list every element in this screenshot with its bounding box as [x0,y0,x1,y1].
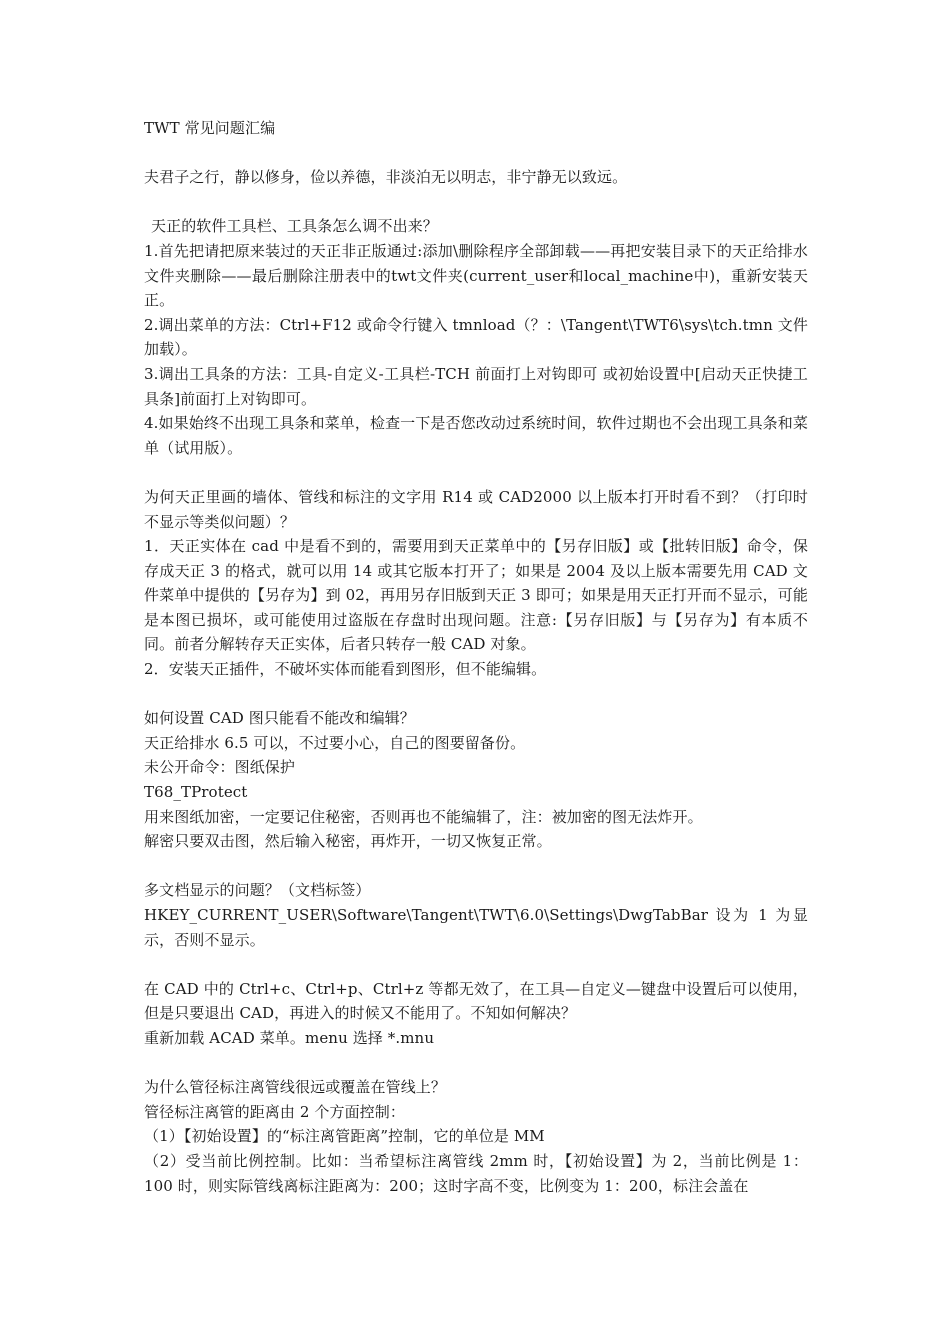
faq-section [144,214,808,460]
spacer [144,190,808,215]
faq-section [144,977,808,1051]
spacer [144,854,808,879]
faq-answer-item: 2.调出菜单的方法：Ctrl+F12 或命令行键入 tmnload（？：\Tangent\TWT6\sys\tch.tmn 文件加载）。 [144,315,808,359]
faq-answer-item: 3.调出工具条的方法：工具-自定义-工具栏-TCH 前面打上对钩即可 或初始设置中[启动天正快捷工具条]前面打上对钩即可。 [144,364,808,408]
faq-answer-item: （2）受当前比例控制。比如：当希望标注离管线 2mm 时，【初始设置】为 2，当前比例是 1：100 时，则实际管线离标注距离为：200；这时字高不变，比例变为 1：200，标注会盖在 [144,1151,808,1195]
faq-answer-item: 1．天正实体在 cad 中是看不到的，需要用到天正菜单中的【另存旧版】或【批转旧版】命令，保存成天正 3 的格式，就可以用 14 或其它版本打开了；如果是 2004 及以上版本需要先用 CAD 文件菜单中提供的【另存为】到 02，再用另存旧版到天正 3 即可；如果是用天正打开而不显示，可能是本图已损坏，或可能使用过盗版在存盘时出现问题。注意:【另存旧版】与【另存为】有本质不同。前者分解转存天正实体，后者只转存一般 CAD 对象。 [144,537,808,654]
spacer [144,460,808,485]
faq-answer-item: 1.首先把请把原来装过的天正非正版通过:添加\删除程序全部卸载——再把安装目录下的天正给排水文件夹删除——最后删除注册表中的twt文件夹(current_user和local_machine中)，重新安装天正。 [144,241,808,310]
registry-path: HKEY_CURRENT_USER\Software\Tangent\TWT\6.0\Settings\DwgTabBar 设为 1 为显示，否则不显示。 [144,906,808,949]
faq-answer-item: 重新加载 ACAD 菜单。menu 选择 *.mnu [144,1028,435,1047]
document-page [144,116,808,1198]
faq-question: 多文档显示的问题？（文档标签） [144,881,371,900]
spacer [144,1051,808,1076]
faq-section [144,485,808,682]
faq-answer-item: （1）【初始设置】的“标注离管距离”控制，它的单位是 MM [144,1127,545,1146]
faq-question: 为何天正里画的墙体、管线和标注的文字用 R14 或 CAD2000 以上版本打开时看不到？（打印时不显示等类似问题）？ [144,487,808,531]
document-title: TWT 常见问题汇编 [144,119,276,137]
faq-question: 如何设置 CAD 图只能看不能改和编辑？ [144,709,415,728]
faq-answer-item: 管径标注离管的距离由 2 个方面控制： [144,1102,405,1121]
faq-answer-item: 天正给排水 6.5 可以，不过要小心，自己的图要留备份。 [144,733,526,752]
spacer [144,141,808,166]
faq-question: 为什么管径标注离管线很远或覆盖在管线上？ [144,1078,447,1097]
spacer [144,682,808,707]
command-name: T68_TProtect [144,783,248,802]
motto: 夫君子之行，静以修身，俭以养德，非淡泊无以明志，非宁静无以致远。 [144,168,628,187]
faq-section [144,878,808,952]
faq-answer-item: 用来图纸加密，一定要记住秘密，否则再也不能编辑了，注：被加密的图无法炸开。 [144,807,703,826]
spacer [144,952,808,977]
faq-question: 在 CAD 中的 Ctrl+c、Ctrl+p、Ctrl+z 等都无效了，在工具—自定义—键盘中设置后可以使用，但是只要退出 CAD，再进入的时候又不能用了。不知如何解决？ [144,979,808,1023]
faq-answer-item: 未公开命令：图纸保护 [144,758,296,777]
faq-answer-item: 解密只要双击图，然后输入秘密，再炸开，一切又恢复正常。 [144,832,552,851]
faq-section [144,1075,808,1198]
faq-section [144,706,808,854]
faq-answer-item: 4.如果始终不出现工具条和菜单，检查一下是否您改动过系统时间，软件过期也不会出现工具条和菜单（试用版）。 [144,414,808,457]
faq-question: 天正的软件工具栏、工具条怎么调不出来？ [151,217,438,236]
faq-answer-item: 2．安装天正插件，不破坏实体而能看到图形，但不能编辑。 [144,660,547,679]
